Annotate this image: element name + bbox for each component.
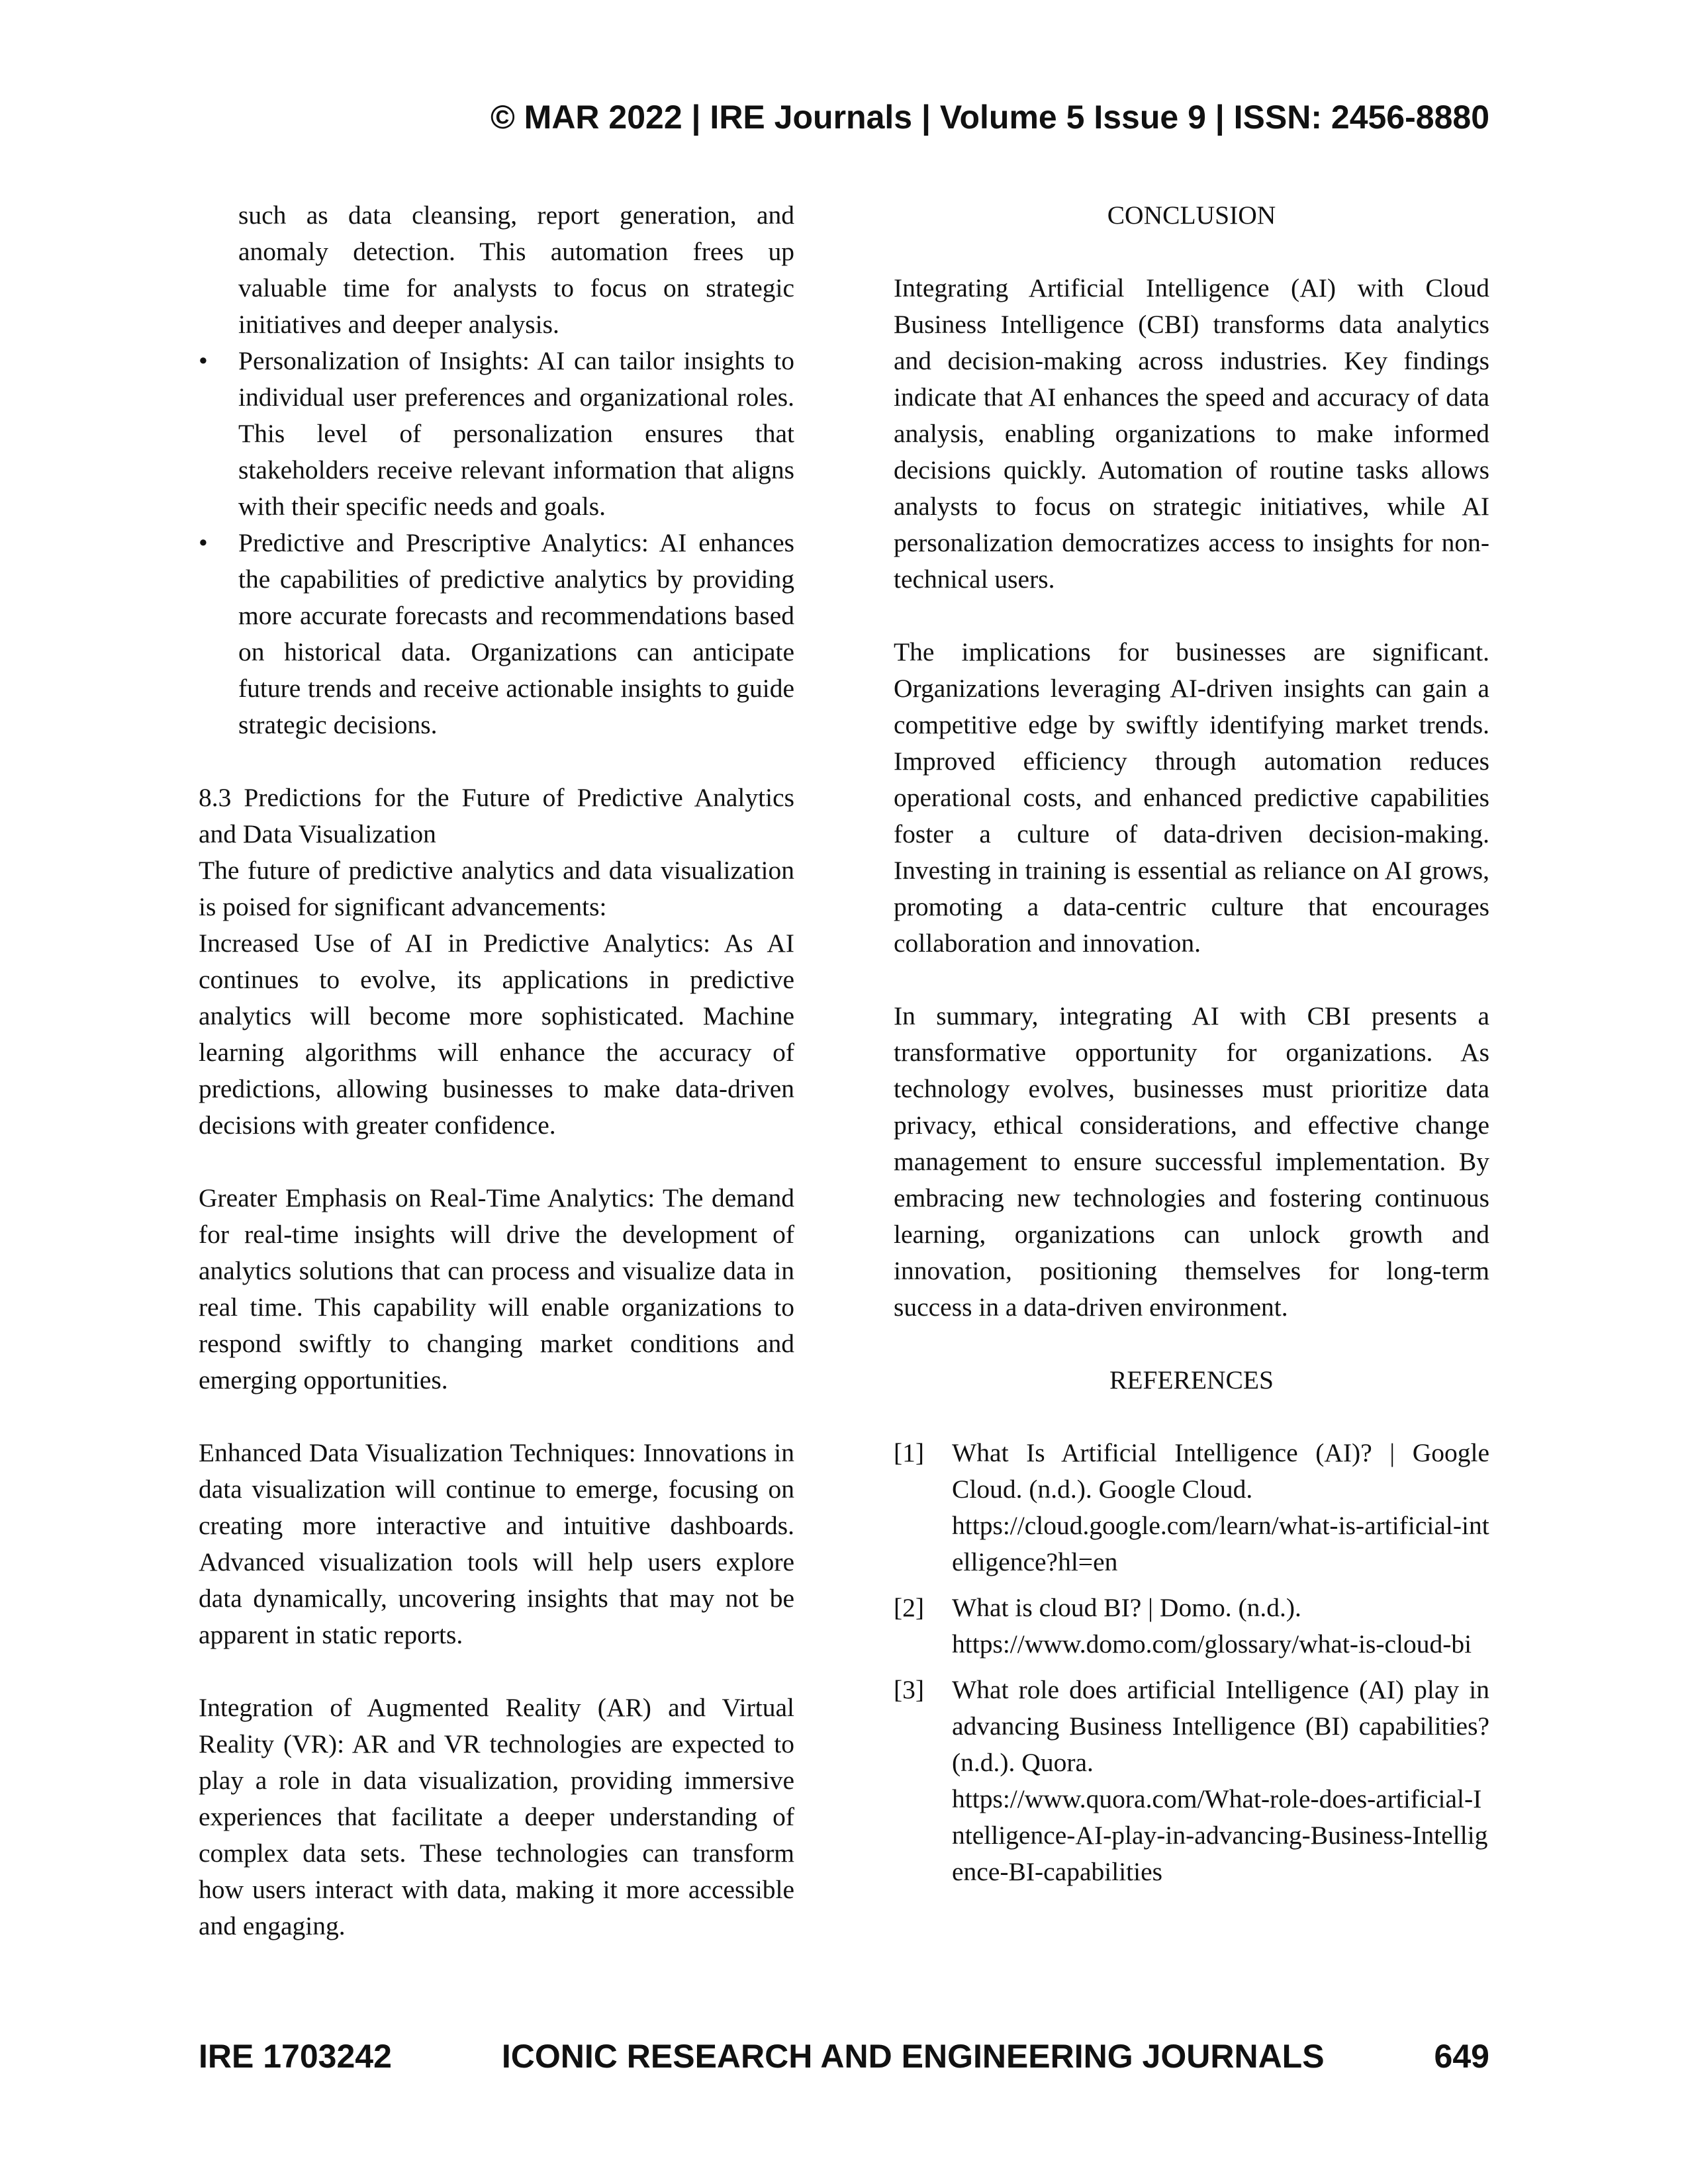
reference-item: [894, 1672, 1489, 1890]
paragraph-visualization: Enhanced Data Visualization Techniques: Innovations in data visualization will continue to emerge, focusing on creating more interactive and intuitive dashboards. Advanced visualization tools will help users explore data dynamically, uncovering insights that may not be apparent in static reports.: [199, 1438, 794, 1649]
bullet-item: [199, 343, 794, 525]
reference-url[interactable]: https://www.quora.com/What-role-does-artificial-Intelligence-AI-play-in-advancing-Business-Intelligence-BI-capabilities: [952, 1784, 1488, 1886]
reference-item: [894, 1435, 1489, 1580]
conclusion-heading: CONCLUSION: [1107, 201, 1276, 230]
bullet-text: Predictive and Prescriptive Analytics: AI enhances the capabilities of predictive analytics by providing more accurate forecasts and recommendations based on historical data. Organizations can anticipate future trends and receive actionable insights to guide strategic decisions.: [238, 528, 794, 739]
reference-number: [3]: [894, 1675, 925, 1704]
footer-article-id: IRE 1703242: [199, 2038, 392, 2075]
bullet-list: [199, 343, 794, 743]
bullet-item: [199, 525, 794, 743]
reference-text: What role does artificial Intelligence (AI) play in advancing Business Intelligence (BI) capabilities? (n.d.). Quora.: [952, 1675, 1489, 1777]
bullet-continuation: such as data cleansing, report generation, and anomaly detection. This automation frees up valuable time for analysts to focus on strategic initiatives and deeper analysis.: [238, 201, 794, 339]
paragraph-ar-vr: Integration of Augmented Reality (AR) and Virtual Reality (VR): AR and VR technologies are expected to play a role in data visualization, providing immersive experiences that facilitate a deeper understanding of complex data sets. These technologies can transform how users interact with data, making it more accessible and engaging.: [199, 1693, 794, 1940]
reference-text: What is cloud BI? | Domo. (n.d.).: [952, 1593, 1301, 1622]
bullet-text: Personalization of Insights: AI can tailor insights to individual user preferences and organizational roles. This level of personalization ensures that stakeholders receive relevant information that aligns with their specific needs and goals.: [238, 346, 794, 521]
conclusion-paragraph-3: In summary, integrating AI with CBI presents a transformative opportunity for organizations. As technology evolves, businesses must prioritize data privacy, ethical considerations, and effective change management to ensure successful implementation. By embracing new technologies and fostering continuous learning, organizations can unlock growth and innovation, positioning themselves for long-term success in a data-driven environment.: [894, 1001, 1489, 1322]
paragraph-real-time: Greater Emphasis on Real-Time Analytics: The demand for real-time insights will drive the development of analytics solutions that can process and visualize data in real time. This capability will enable organizations to respond swiftly to changing market conditions and emerging opportunities.: [199, 1183, 794, 1394]
intro-paragraph: The future of predictive analytics and data visualization is poised for significant advancements:: [199, 856, 794, 921]
running-header: © MAR 2022 | IRE Journals | Volume 5 Issue 9 | ISSN: 2456-8880: [490, 99, 1489, 136]
paragraph-ai-predictive: Increased Use of AI in Predictive Analytics: As AI continues to evolve, its applications in predictive analytics will become more sophisticated. Machine learning algorithms will enhance the accuracy of predictions, allowing businesses to make data-driven decisions with greater confidence.: [199, 929, 794, 1140]
reference-text: What Is Artificial Intelligence (AI)? | Google Cloud. (n.d.). Google Cloud.: [952, 1438, 1489, 1504]
bullet-icon: •: [199, 528, 208, 557]
footer-page-number: 649: [1434, 2038, 1489, 2075]
reference-list: [894, 1435, 1489, 1890]
reference-url[interactable]: https://cloud.google.com/learn/what-is-artificial-intelligence?hl=en: [952, 1511, 1489, 1576]
reference-item: [894, 1590, 1489, 1662]
references-heading: REFERENCES: [1109, 1365, 1274, 1394]
conclusion-paragraph-2: The implications for businesses are significant. Organizations leveraging AI-driven insights can gain a competitive edge by swiftly identifying market trends. Improved efficiency through automation reduces operational costs, and enhanced predictive capabilities foster a culture of data-driven decision-making. Investing in training is essential as reliance on AI grows, promoting a data-centric culture that encourages collaboration and innovation.: [894, 637, 1489, 958]
footer-journal-name: ICONIC RESEARCH AND ENGINEERING JOURNALS: [501, 2038, 1325, 2075]
page-footer: [199, 2037, 1489, 2075]
section-heading: 8.3 Predictions for the Future of Predictive Analytics and Data Visualization: [199, 783, 794, 848]
conclusion-paragraph-1: Integrating Artificial Intelligence (AI) with Cloud Business Intelligence (CBI) transforms data analytics and decision-making across industries. Key findings indicate that AI enhances the speed and accuracy of data analysis, enabling organizations to make informed decisions quickly. Automation of routine tasks allows analysts to focus on strategic initiatives, while AI personalization democratizes access to insights for non-technical users.: [894, 273, 1489, 594]
bullet-icon: •: [199, 346, 208, 375]
reference-url[interactable]: https://www.domo.com/glossary/what-is-cloud-bi: [952, 1629, 1472, 1659]
left-column: [199, 197, 794, 1944]
reference-number: [2]: [894, 1593, 925, 1622]
right-column: [894, 197, 1489, 1899]
reference-number: [1]: [894, 1438, 925, 1467]
